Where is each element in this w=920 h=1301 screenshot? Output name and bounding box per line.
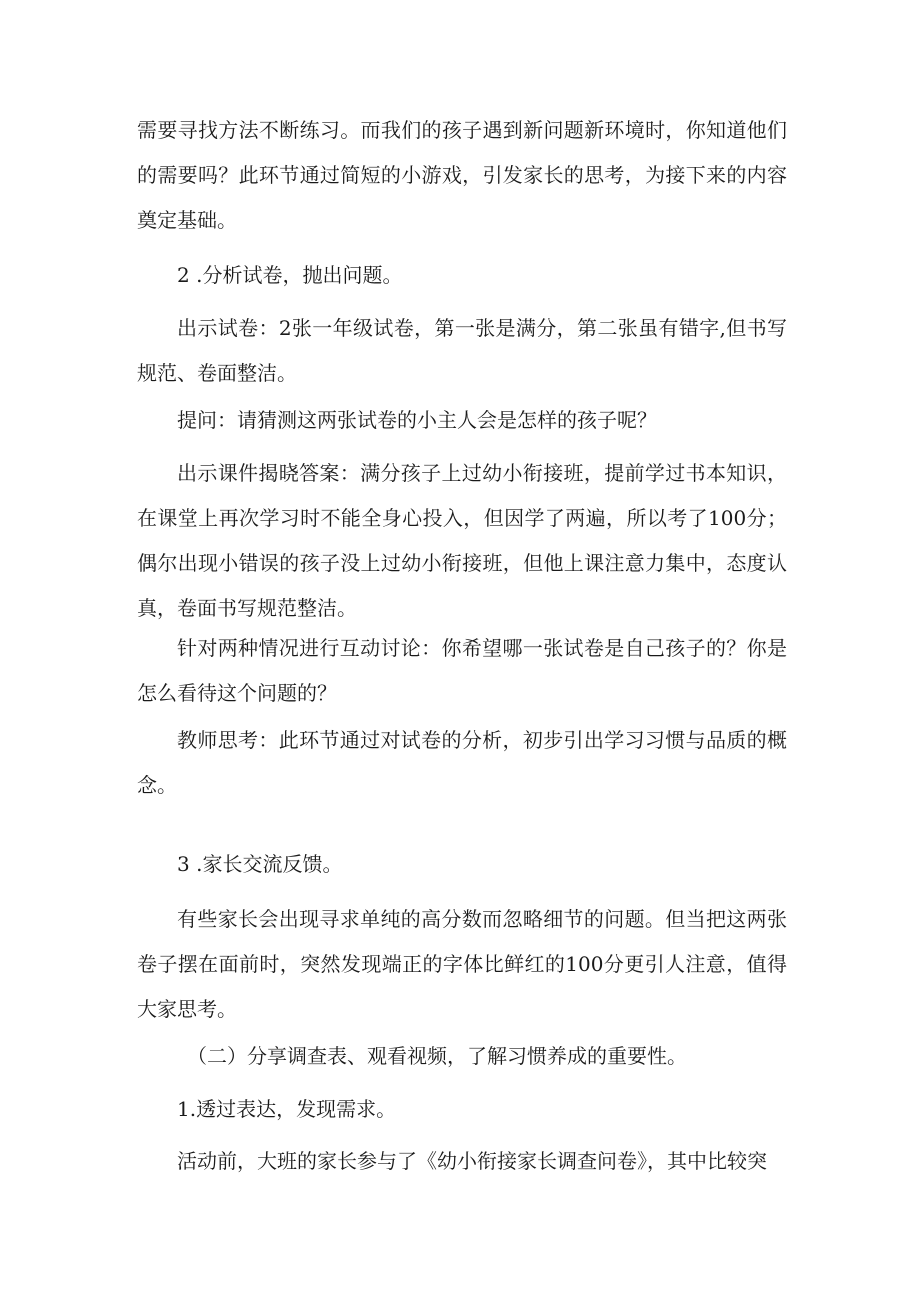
paragraph-teacher-reflection: 教师思考：此环节通过对试卷的分析，初步引出学习习惯与品质的概念。 [137,728,787,797]
section-heading-2: 2 .分析试卷，抛出问题。 [177,263,403,287]
paragraph-survey: 活动前，大班的家长参与了《幼小衔接家长调查问卷》，其中比较突 [177,1149,767,1173]
paragraph-answer-reveal: 出示课件揭晓答案：满分孩子上过幼小衔接班，提前学过书本知识，在课堂上再次学习时不能全身心投入，但因学了两遍，所以考了100分；偶尔出现小错误的孩子没上过幼小衔接班，但他上课注意力集中，态度认真，卷面书写规范整洁。 [137,461,787,620]
paragraph-intro-continued: 需要寻找方法不断练习。而我们的孩子遇到新问题新环境时，你知道他们的需要吗？此环节通过简短的小游戏，引发家长的思考，为接下来的内容奠定基础。 [137,118,787,232]
paragraph-question: 提问：请猜测这两张试卷的小主人会是怎样的孩子呢？ [177,408,657,432]
paragraph-show-papers: 出示试卷：2张一年级试卷，第一张是满分，第二张虽有错字,但书写规范、卷面整洁。 [137,316,787,385]
section-heading-part-two: （二）分享调查表、观看视频，了解习惯养成的重要性。 [187,1044,687,1068]
subsection-heading-1: 1.透过表达，发现需求。 [177,1097,397,1121]
paragraph-discussion: 针对两种情况进行互动讨论：你希望哪一张试卷是自己孩子的？你是怎么看待这个问题的？ [137,636,787,705]
paragraph-parent-feedback: 有些家长会出现寻求单纯的高分数而忽略细节的问题。但当把这两张卷子摆在面前时，突然发现端正的字体比鲜红的100分更引人注意，值得大家思考。 [137,907,787,1021]
section-heading-3: 3 .家长交流反馈。 [177,852,343,876]
